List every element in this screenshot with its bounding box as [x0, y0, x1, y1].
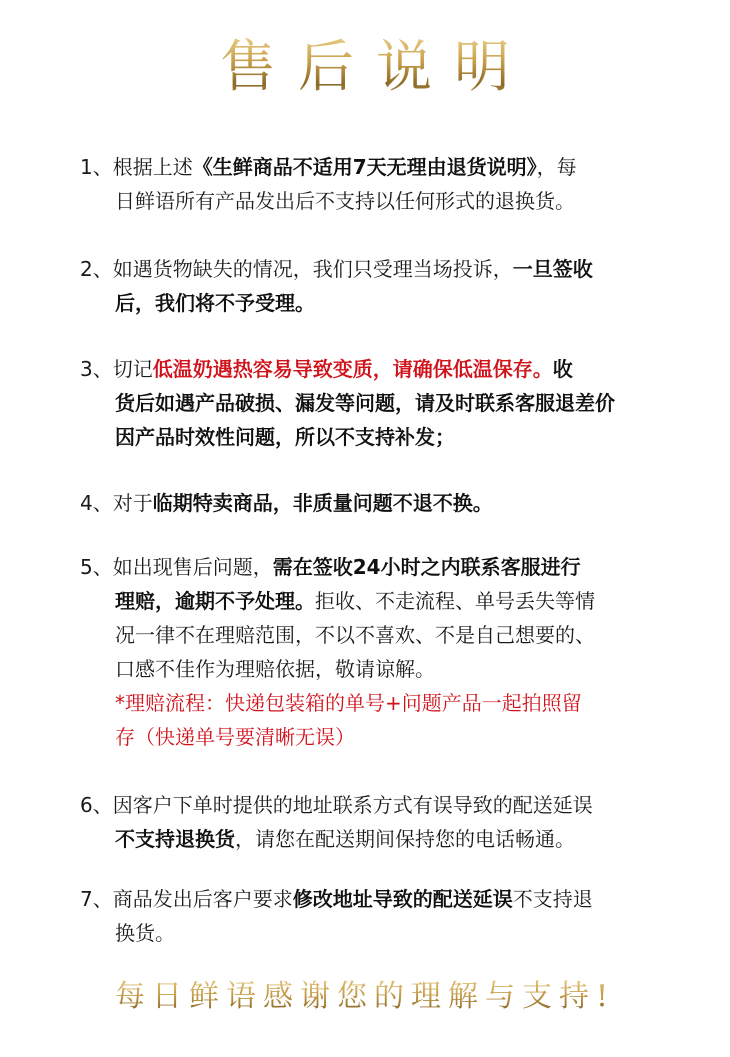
notice-item-4 — [80, 486, 660, 520]
page-title: 售后说明 — [0, 28, 730, 108]
notice-text: 4、对于 — [80, 491, 153, 515]
notice-line — [80, 822, 660, 856]
notice-item-1 — [80, 150, 660, 218]
notice-line — [80, 252, 660, 286]
footer-thanks: 每日鲜语感谢您的理解与支持! — [0, 972, 730, 1022]
notice-line — [80, 618, 660, 652]
notice-text: 《生鲜商品不适用7天无理由退货说明》 — [192, 155, 537, 179]
notice-text: 临期特卖商品，非质量问题不退不换。 — [152, 491, 493, 515]
notice-item-2 — [80, 252, 660, 320]
notice-text: 换货。 — [115, 921, 175, 945]
notice-text: 理赔，逾期不予处理。 — [115, 589, 315, 613]
notice-line — [80, 184, 660, 218]
notice-line — [80, 686, 660, 720]
notice-text: 况一律不在理赔范围，不以不喜欢、不是自己想要的、 — [115, 623, 595, 647]
notice-item-3 — [80, 352, 660, 454]
notice-text: 拒收、不走流程、单号丢失等情 — [315, 589, 595, 613]
notice-text: 口感不佳作为理赔依据，敬请谅解。 — [115, 657, 435, 681]
notice-text: ，请您在配送期间保持您的电话畅通。 — [235, 827, 575, 851]
notice-line — [80, 486, 660, 520]
notice-text: 存（快递单号要清晰无误） — [115, 725, 355, 749]
notice-text: 需在签收24小时之内联系客服进行 — [272, 555, 581, 579]
notice-text: 一旦签收 — [512, 257, 593, 281]
notice-text: 收 — [552, 357, 573, 381]
notice-line — [80, 150, 660, 184]
notice-line — [80, 420, 660, 454]
notice-line — [80, 652, 660, 686]
notice-text: 后，我们将不予受理。 — [115, 291, 315, 315]
notice-line — [80, 584, 660, 618]
notice-text: 修改地址导致的配送延误 — [292, 887, 513, 911]
notice-line — [80, 386, 660, 420]
notice-line — [80, 720, 660, 754]
notice-line — [80, 550, 660, 584]
notice-text: 1、根据上述 — [80, 155, 193, 179]
notice-text: 6、因客户下单时提供的地址联系方式有误导致的配送延误 — [80, 793, 593, 817]
notice-text: 3、切记 — [80, 357, 153, 381]
notice-text: 7、商品发出后客户要求 — [80, 887, 293, 911]
notice-text: 2、如遇货物缺失的情况，我们只受理当场投诉， — [80, 257, 513, 281]
notice-item-7 — [80, 882, 660, 950]
notice-line — [80, 788, 660, 822]
notice-text: *理赔流程：快递包装箱的单号+问题产品一起拍照留 — [115, 691, 582, 715]
notice-text: 不支持退换货 — [115, 827, 235, 851]
notice-text: 不支持退 — [512, 887, 593, 911]
notice-text: 因产品时效性问题，所以不支持补发； — [115, 425, 455, 449]
notice-item-5 — [80, 550, 660, 754]
notice-item-6 — [80, 788, 660, 856]
notice-text: 5、如出现售后问题， — [80, 555, 273, 579]
notice-text: 低温奶遇热容易导致变质，请确保低温保存。 — [152, 357, 553, 381]
notice-line — [80, 916, 660, 950]
notice-line — [80, 352, 660, 386]
notice-line — [80, 286, 660, 320]
notice-line — [80, 882, 660, 916]
notice-text: 货后如遇产品破损、漏发等问题，请及时联系客服退差价 — [115, 391, 615, 415]
notice-text: 日鲜语所有产品发出后不支持以任何形式的退换货。 — [115, 189, 575, 213]
notice-text: ，每 — [536, 155, 577, 179]
